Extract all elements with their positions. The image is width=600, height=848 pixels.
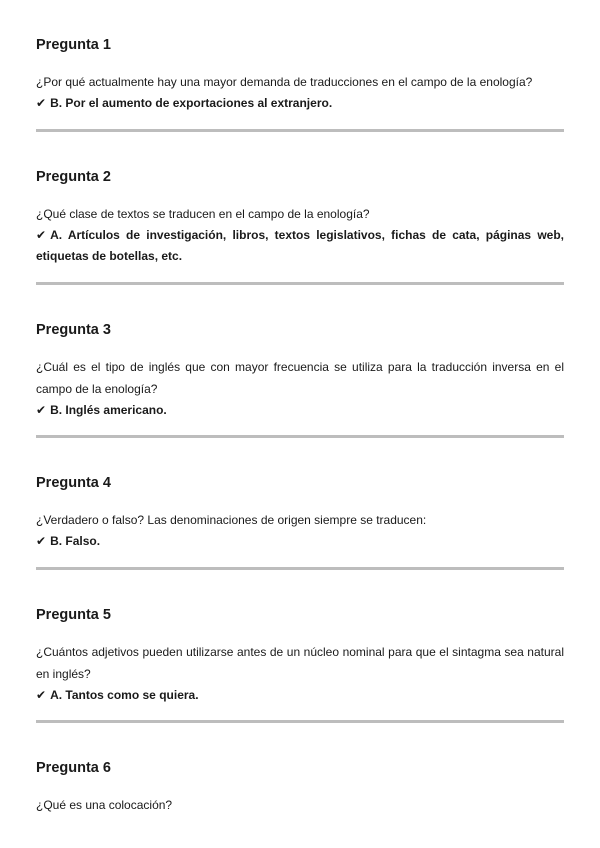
question-text: ¿Cuántos adjetivos pueden utilizarse antes de un núcleo nominal para que el sintagma sea natural en inglés? bbox=[36, 645, 564, 681]
divider bbox=[36, 129, 564, 132]
question-6 bbox=[36, 759, 564, 816]
question-title: Pregunta 2 bbox=[36, 169, 111, 185]
checkmark-icon: ✔ bbox=[36, 534, 47, 548]
question-answer bbox=[36, 93, 564, 114]
answer-text: B. Por el aumento de exportaciones al extranjero. bbox=[50, 96, 333, 110]
checkmark-icon: ✔ bbox=[36, 228, 47, 242]
answer-text: B. Falso. bbox=[50, 534, 101, 548]
divider bbox=[36, 567, 564, 570]
question-2 bbox=[36, 168, 564, 267]
question-5 bbox=[36, 606, 564, 706]
question-title: Pregunta 3 bbox=[36, 322, 111, 338]
divider bbox=[36, 435, 564, 438]
question-1 bbox=[36, 36, 564, 114]
question-answer bbox=[36, 400, 564, 421]
answer-text: B. Inglés americano. bbox=[50, 403, 167, 417]
question-4 bbox=[36, 474, 564, 552]
question-text: ¿Cuál es el tipo de inglés que con mayor frecuencia se utiliza para la traducción inversa en el campo de la enología? bbox=[36, 360, 564, 396]
question-text: ¿Por qué actualmente hay una mayor demanda de traducciones en el campo de la enología? bbox=[36, 75, 533, 89]
divider bbox=[36, 282, 564, 285]
question-text: ¿Qué es una colocación? bbox=[36, 798, 173, 812]
question-title: Pregunta 6 bbox=[36, 760, 111, 776]
question-answer bbox=[36, 531, 564, 552]
question-title: Pregunta 1 bbox=[36, 37, 111, 53]
answer-text: A. Artículos de investigación, libros, textos legislativos, fichas de cata, páginas web, etiquetas de botellas, etc. bbox=[36, 228, 564, 263]
question-3 bbox=[36, 321, 564, 421]
checkmark-icon: ✔ bbox=[36, 96, 47, 110]
question-title: Pregunta 5 bbox=[36, 607, 111, 623]
question-title: Pregunta 4 bbox=[36, 475, 111, 491]
question-text: ¿Verdadero o falso? Las denominaciones de origen siempre se traducen: bbox=[36, 513, 427, 527]
question-answer bbox=[36, 685, 564, 706]
checkmark-icon: ✔ bbox=[36, 403, 47, 417]
question-text: ¿Qué clase de textos se traducen en el campo de la enología? bbox=[36, 207, 370, 221]
answer-text: A. Tantos como se quiera. bbox=[50, 688, 199, 702]
checkmark-icon: ✔ bbox=[36, 688, 47, 702]
divider bbox=[36, 720, 564, 723]
question-answer bbox=[36, 225, 564, 267]
